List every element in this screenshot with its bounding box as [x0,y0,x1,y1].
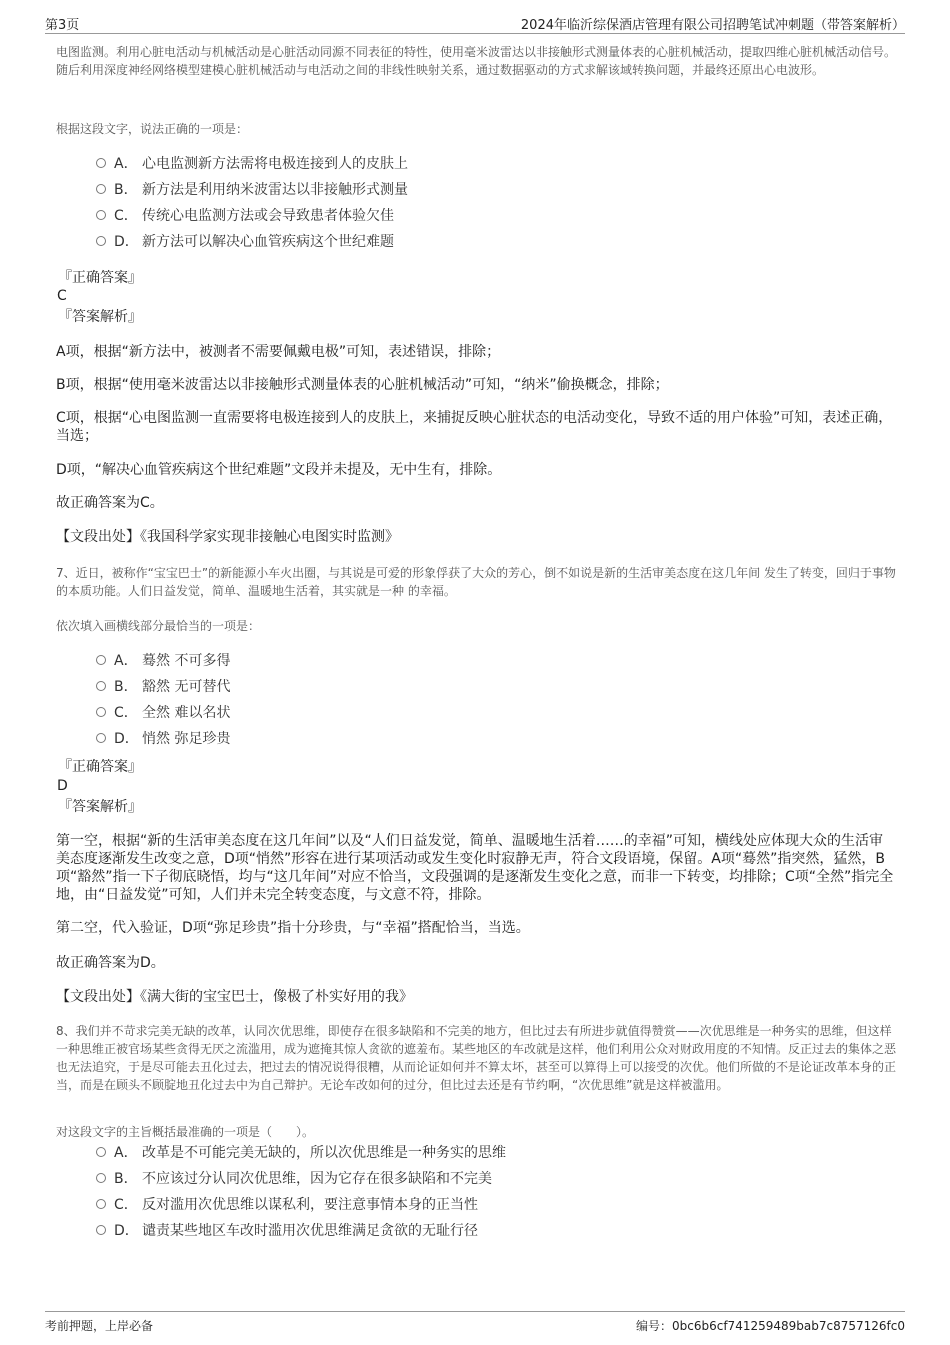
q6-question: 根据这段文字，说法正确的一项是： [56,122,249,136]
radio-icon[interactable] [96,236,106,246]
radio-icon[interactable] [96,210,106,220]
q6-source: 【文段出处】《我国科学家实现非接触心电图实时监测》 [56,529,399,545]
q6-answer-value: C [57,288,67,304]
page-header [45,11,905,34]
q6-analysis-label: 『答案解析』 [58,309,142,325]
radio-icon[interactable] [96,681,106,691]
q8-question: 对这段文字的主旨概括最准确的一项是（ ）。 [56,1125,315,1139]
radio-icon[interactable] [96,1199,106,1209]
q6-analysis-a: A项，根据“新方法中，被测者不需要佩戴电极”可知，表述错误，排除； [56,344,501,360]
q6-answer-label: 『正确答案』 [58,270,142,286]
q7-answer-label: 『正确答案』 [58,759,142,775]
q6-option-b[interactable]: B． 新方法是利用纳米波雷达以非接触形式测量 [96,180,408,200]
q6-analysis-d: D项，“解决心血管疾病这个世纪难题”文段并未提及，无中生有，排除。 [56,462,502,478]
radio-icon[interactable] [96,158,106,168]
footer-slogan: 考前押题，上岸必备 [45,1319,154,1333]
q8-option-d[interactable]: D． 谴责某些地区车改时滥用次优思维满足贪欲的无耻行径 [96,1221,478,1241]
radio-icon[interactable] [96,733,106,743]
q7-analysis-second-blank: 第二空，代入验证，D项“弥足珍贵”指十分珍贵，与“幸福”搭配恰当，当选。 [56,920,530,936]
radio-icon[interactable] [96,184,106,194]
q7-answer-value: D [57,778,68,794]
q6-option-a[interactable]: A． 心电监测新方法需将电极连接到人的皮肤上 [96,154,408,174]
q7-analysis-first-blank: 第一空，根据“新的生活审美态度在这几年间”以及“人们日益发觉，简单、温暖地生活着……的幸福”可知，横线处应体现大众的生活审美态度逐渐发生改变之意，D项“悄然”形容在进行某项活动或发生变化时寂静无声，符合文段语境，保留。A项“蓦然”指突然，猛然，B项“豁然”指一下子彻底晓悟，均与“这几年间”对应不恰当，文段强调的是逐渐发生变化之意，而非一下转变，均排除；C项“全然”指完全地，由“日益发觉”可知，人们并未完全转变态度，与文意不符，排除。 [56,833,894,903]
q6-analysis-c: C项，根据“心电图监测一直需要将电极连接到人的皮肤上，来捕捉反映心脏状态的电活动变化，导致不适的用户体验”可知，表述正确，当选； [56,410,893,444]
radio-icon[interactable] [96,1225,106,1235]
q6-analysis-b: B项，根据“使用毫米波雷达以非接触形式测量体表的心脏机械活动”可知，“纳米”偷换概念，排除； [56,377,669,393]
q8-option-a[interactable]: A． 改革是不可能完美无缺的，所以次优思维是一种务实的思维 [96,1143,506,1163]
document-id: 编号：0bc6b6cf741259489bab7c8757126fc0 [636,1319,905,1333]
q6-passage: 电图监测。利用心脏电活动与机械活动是心脏活动同源不同表征的特性，使用毫米波雷达以非接触形式测量体表的心脏机械活动，提取四维心脏机械活动信号。随后利用深度神经网络模型建模心脏机械活动与电活动之间的非线性映射关系，通过数据驱动的方式求解该域转换问题，并最终还原出心电波形。 [56,45,897,77]
q7-analysis-label: 『答案解析』 [58,799,142,815]
q8-option-c[interactable]: C． 反对滥用次优思维以谋私利，要注意事情本身的正当性 [96,1195,478,1215]
radio-icon[interactable] [96,1147,106,1157]
q7-option-a[interactable]: A． 蓦然 不可多得 [96,651,230,671]
q8-passage: 8、我们并不苛求完美无缺的改革，认同次优思维，即使存在很多缺陷和不完美的地方，但比过去有所进步就值得赞赏——次优思维是一种务实的思维，但这样一种思维正被官场某些贪得无厌之流滥用，成为遮掩其惊人贪欲的遮羞布。某些地区的车改就是这样，他们利用公众对财政用度的不知情。反正过去的集体之恶也无法追究，于是尽可能去丑化过去，把过去的情况说得很糟，从而论证如何并不算太坏，甚至可以算得上可以接受的次优。他们所做的不是论证改革本身的正当，而是在顾头不顾腚地丑化过去中为自己辩护。无论车改如何的过分，但比过去还是有节约啊，“次优思维”就是这样被滥用。 [56,1024,897,1092]
radio-icon[interactable] [96,1173,106,1183]
q7-analysis-conclusion: 故正确答案为D。 [56,955,165,971]
q7-option-d[interactable]: D． 悄然 弥足珍贵 [96,729,230,749]
q7-source: 【文段出处】《满大街的宝宝巴士，像极了朴实好用的我》 [56,989,413,1005]
q8-option-b[interactable]: B． 不应该过分认同次优思维，因为它存在很多缺陷和不完美 [96,1169,492,1189]
page-number: 第3页 [45,18,80,33]
q7-passage: 7、近日，被称作“宝宝巴士”的新能源小车火出圈，与其说是可爱的形象俘获了大众的芳心，倒不如说是新的生活审美态度在这几年间 发生了转变，回归于事物的本质功能。人们日益发觉，简单、温暖地生活着，其实就是一种 的幸福。 [56,566,896,598]
q7-option-b[interactable]: B． 豁然 无可替代 [96,677,230,697]
q7-option-c[interactable]: C． 全然 难以名状 [96,703,230,723]
document-title: 2024年临沂综保酒店管理有限公司招聘笔试冲刺题（带答案解析） [520,18,905,33]
q6-analysis-conclusion: 故正确答案为C。 [56,495,164,511]
radio-icon[interactable] [96,707,106,717]
page-footer [45,1311,905,1336]
radio-icon[interactable] [96,655,106,665]
q6-option-d[interactable]: D． 新方法可以解决心血管疾病这个世纪难题 [96,232,394,252]
q7-question: 依次填入画横线部分最恰当的一项是： [56,619,261,633]
q6-option-c[interactable]: C． 传统心电监测方法或会导致患者体验欠佳 [96,206,394,226]
